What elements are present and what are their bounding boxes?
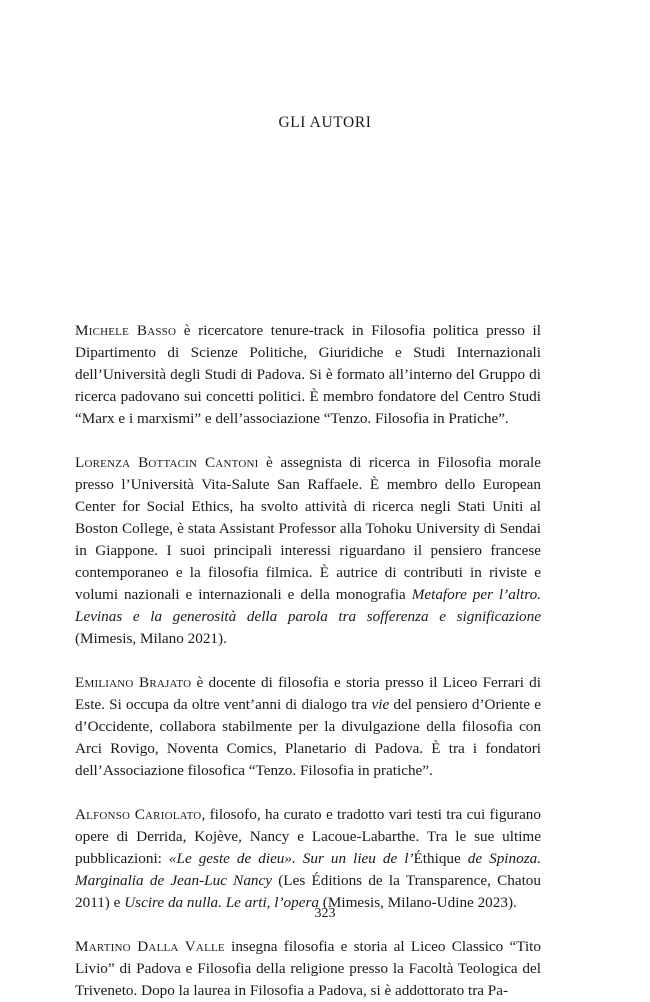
bio-text: (Les Éditions de la Transparence, Chatou 2011) e: [75, 872, 541, 911]
bio-text: è assegnista di ricerca in Filosofia morale presso l’Università Vita-Salute San Raffaele. È membro dello European Center for Social Ethics, ha svolto attività di ricerca negli Stati Uniti al Boston College, è stata Assistant Professor alla Tohoku University di Sendai in Giappone. I suoi principali interessi riguardano il pensiero francese contemporaneo e la filosofia filmica. È autrice di contributi in riviste e volumi nazionali e internazionali e della monografia: [75, 454, 541, 603]
book-title: Uscire da nulla. Le arti, l’opera: [124, 894, 319, 911]
author-name: Lorenza Bottacin Cantoni: [75, 454, 259, 471]
author-name: Martino Dalla Valle: [75, 938, 225, 955]
author-name: Emiliano Brajato: [75, 674, 192, 691]
author-name: Alfonso Cariolato: [75, 806, 202, 823]
page-number: 323: [314, 906, 336, 921]
book-title: Metafore per l’altro. Levinas e la generosità della parola tra sofferenza e significazione: [75, 586, 541, 625]
bio-text: è docente di filosofia e storia presso il Liceo Ferrari di Este. Si occupa da oltre vent’anni di dialogo tra: [75, 674, 541, 713]
book-title: «Le geste de dieu». Sur un lieu de l’: [168, 850, 414, 867]
bio-michele-basso: [75, 320, 541, 430]
book-title: de Spinoza. Marginalia de Jean-Luc Nancy: [75, 850, 542, 889]
author-bios: [75, 320, 541, 1002]
author-name: Michele Basso: [75, 322, 177, 339]
book-title-roman-part: Éthique: [413, 850, 461, 867]
bio-text: (Mimesis, Milano-Udine 2023).: [318, 894, 517, 911]
bio-martino-dalla-valle: [75, 936, 541, 1002]
bio-text: insegna filosofia e storia al Liceo Classico “Tito Livio” di Padova e Filosofia della religione presso la Facoltà Teologica del Triveneto. Dopo la laurea in Filosofia a Padova, si è addottorato tra Pa-: [75, 938, 541, 999]
bio-lorenza-bottacin-cantoni: [75, 452, 541, 650]
bio-emiliano-brajato: [75, 672, 541, 782]
bio-alfonso-cariolato: [75, 804, 541, 914]
page-title: GLI AUTORI: [278, 114, 372, 131]
bio-text: , filosofo, ha curato e tradotto vari testi tra cui figurano opere di Derrida, Kojève, Nancy e Lacoue-Labarthe. Tra le sue ultime pubblicazioni:: [75, 806, 541, 867]
bio-text: del pensiero d’Oriente e d’Occidente, collabora stabilmente per la divulgazione della filosofia con Arci Rovigo, Noventa Comics, Planetario di Padova. È tra i fondatori dell’Associazione filosofica “Tenzo. Filosofia in pratiche”.: [75, 696, 541, 779]
italic-term: vie: [371, 696, 390, 713]
bio-text: è ricercatore tenure-track in Filosofia politica presso il Dipartimento di Scienze Politiche, Giuridiche e Studi Internazionali dell’Università degli Studi di Padova. Si è formato all’interno del Gruppo di ricerca padovano sui concetti politici. È membro fondatore del Centro Studi “Marx e i marxismi” e dell’associazione “Tenzo. Filosofia in Pratiche”.: [75, 322, 541, 427]
bio-text: (Mimesis, Milano 2021).: [75, 630, 227, 647]
